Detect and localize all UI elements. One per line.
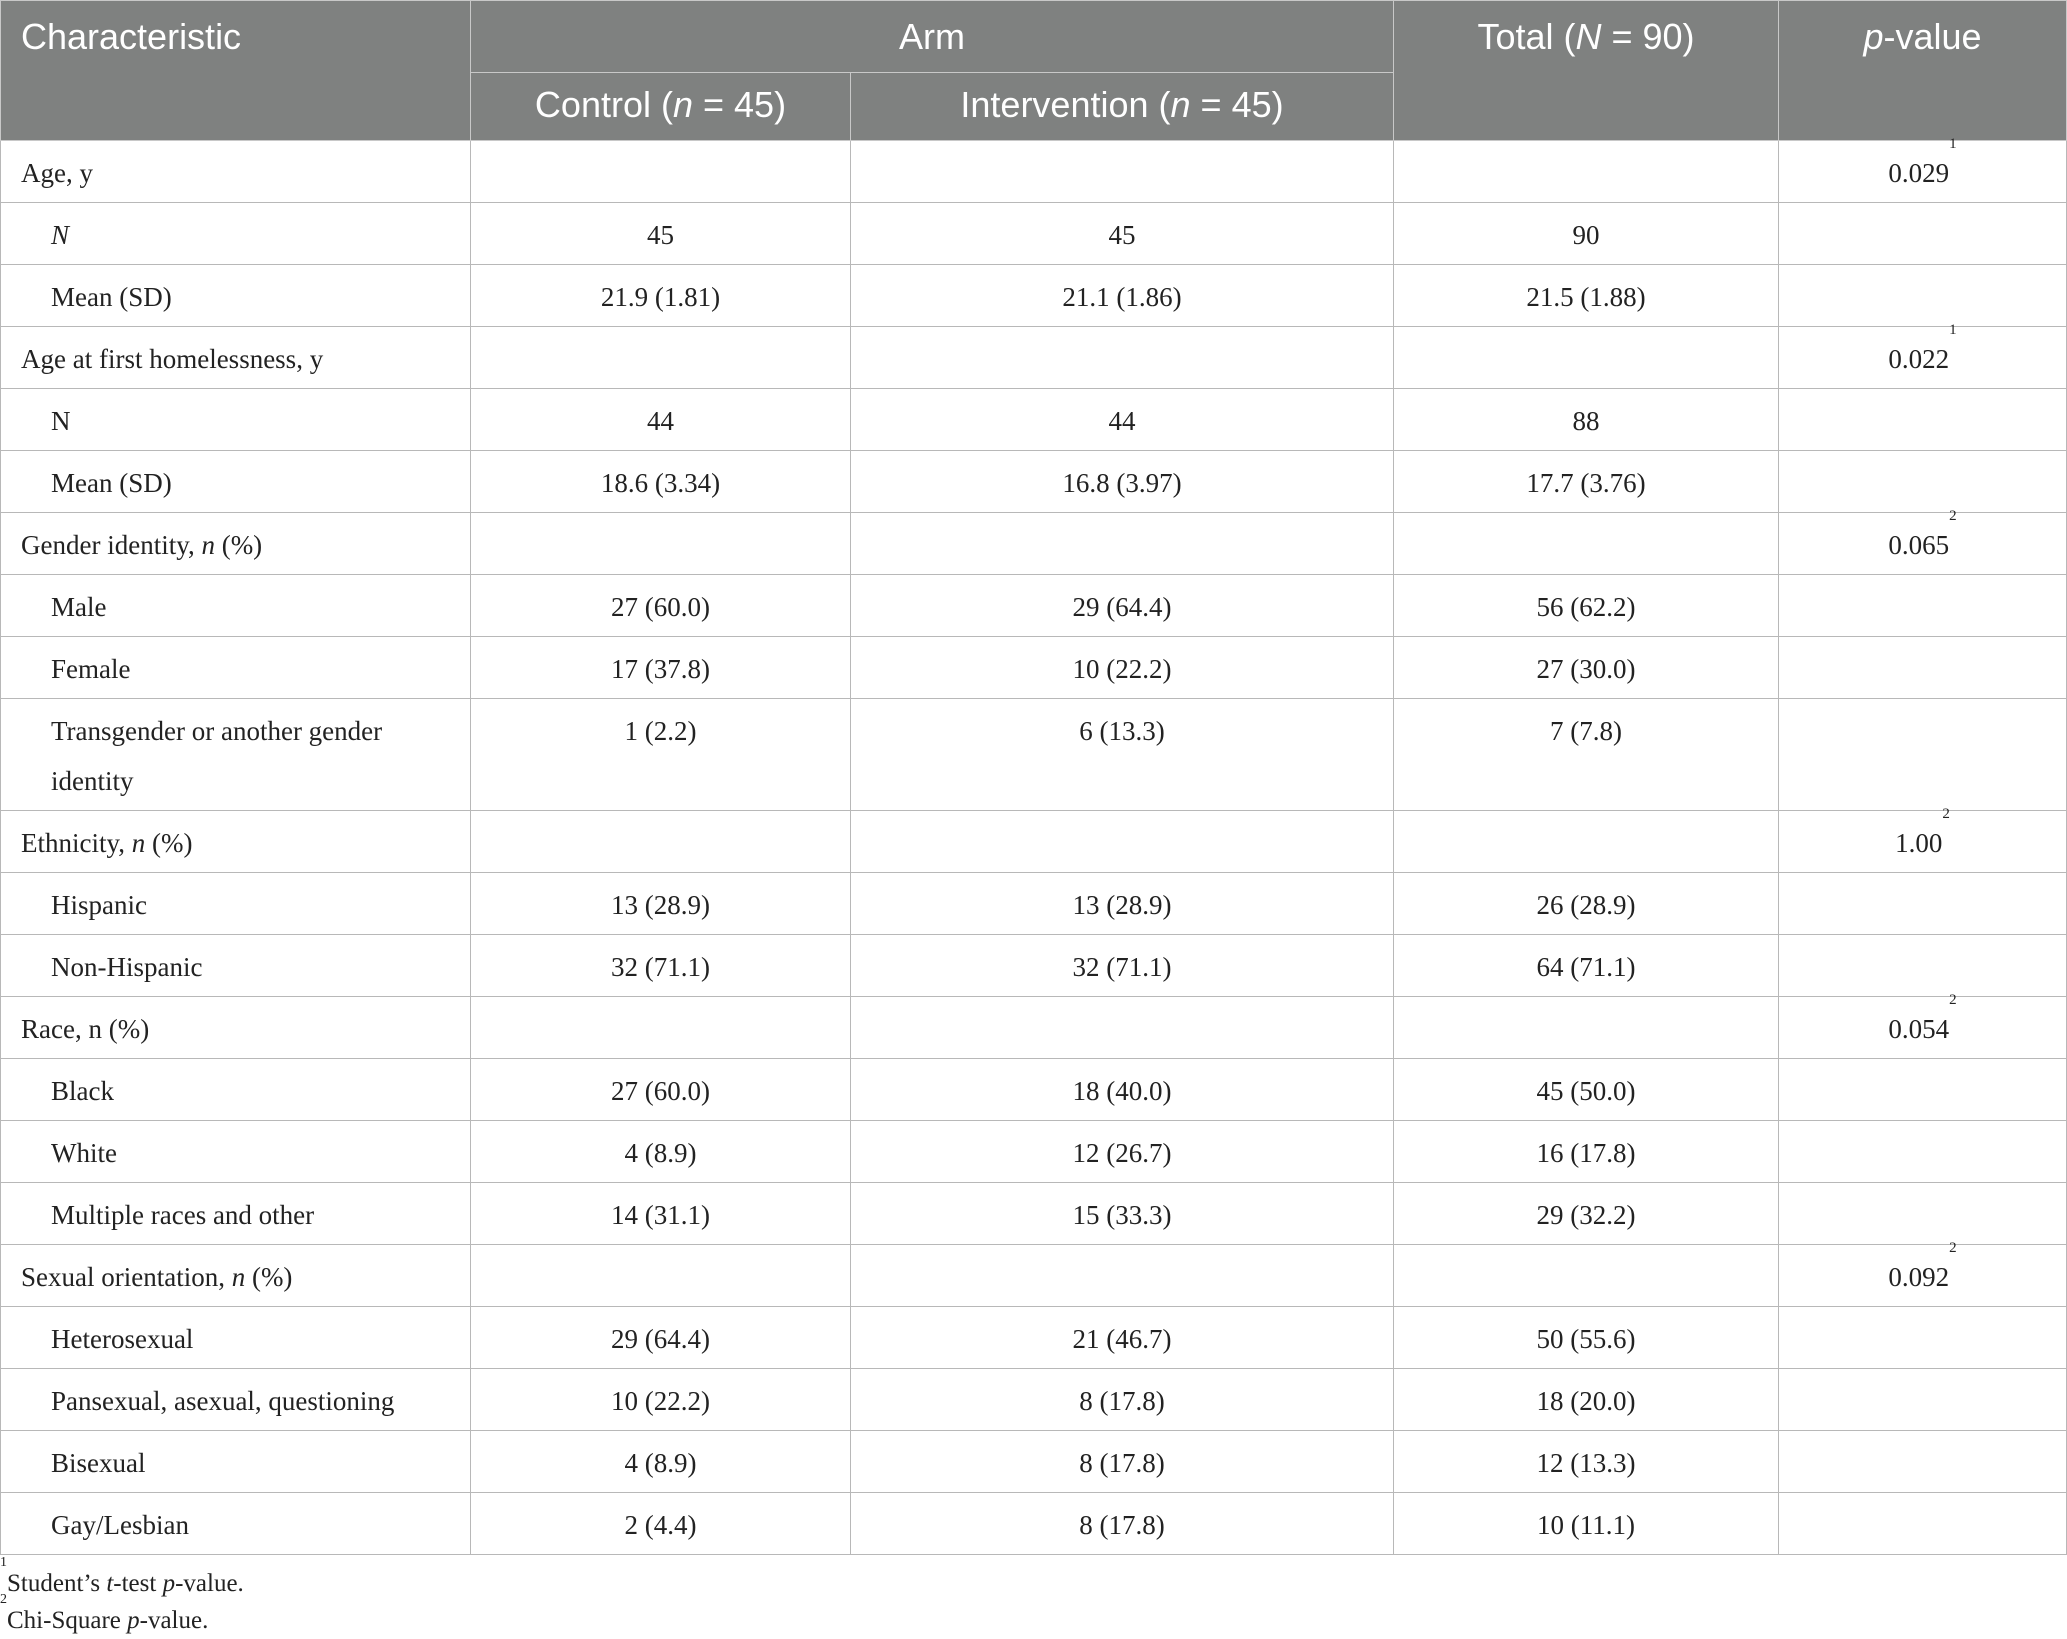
cell-total <box>1394 513 1779 575</box>
table-row <box>1 1431 2067 1493</box>
cell-p-value: 0.022$^1$ <box>1779 327 2067 389</box>
cell-control: 10 (22.2) <box>471 1369 851 1431</box>
cell-total: 10 (11.1) <box>1394 1493 1779 1555</box>
cell-total: 7 (7.8) <box>1394 699 1779 811</box>
table-body <box>1 136 2067 1555</box>
cell-intervention: 8 (17.8) <box>851 1431 1394 1493</box>
cell-total: 12 (13.3) <box>1394 1431 1779 1493</box>
cell-p-value <box>1779 389 2067 451</box>
cell-p-value <box>1779 1183 2067 1245</box>
cell-total: 18 (20.0) <box>1394 1369 1779 1431</box>
row-label: N <box>1 203 471 265</box>
table-row <box>1 1059 2067 1121</box>
cell-p-value <box>1779 1059 2067 1121</box>
row-label: Sexual orientation, n (%) <box>1 1245 471 1307</box>
table-row <box>1 451 2067 513</box>
cell-p-value: 0.054$^2$ <box>1779 997 2067 1059</box>
cell-p-value <box>1779 1121 2067 1183</box>
cell-total: 88 <box>1394 389 1779 451</box>
row-label: N <box>1 389 471 451</box>
cell-control: 17 (37.8) <box>471 637 851 699</box>
cell-control: 27 (60.0) <box>471 575 851 637</box>
row-label: Black <box>1 1059 471 1121</box>
cell-intervention <box>851 141 1394 203</box>
table-row-group <box>1 141 2067 203</box>
cell-total: 90 <box>1394 203 1779 265</box>
cell-intervention: 13 (28.9) <box>851 873 1394 935</box>
cell-control <box>471 513 851 575</box>
table-row-group <box>1 513 2067 575</box>
cell-p-value: 0.065$^2$ <box>1779 513 2067 575</box>
header-row-1 <box>1 1 2067 73</box>
cell-intervention: 21 (46.7) <box>851 1307 1394 1369</box>
table-row <box>1 873 2067 935</box>
row-label: Ethnicity, n (%) <box>1 811 471 873</box>
row-label: Gay/Lesbian <box>1 1493 471 1555</box>
cell-total: 16 (17.8) <box>1394 1121 1779 1183</box>
table-row <box>1 575 2067 637</box>
header-control: Control (n = 45) <box>471 73 851 141</box>
header-characteristic: Characteristic <box>1 1 471 141</box>
table-row-group <box>1 1245 2067 1307</box>
cell-intervention: 18 (40.0) <box>851 1059 1394 1121</box>
cell-control: 44 <box>471 389 851 451</box>
header-total: Total (N = 90) <box>1394 1 1779 141</box>
cell-control <box>471 997 851 1059</box>
cell-total: 64 (71.1) <box>1394 935 1779 997</box>
cell-control: 45 <box>471 203 851 265</box>
cell-p-value <box>1779 637 2067 699</box>
cell-control <box>471 141 851 203</box>
cell-control: 29 (64.4) <box>471 1307 851 1369</box>
table-row <box>1 935 2067 997</box>
row-label: Heterosexual <box>1 1307 471 1369</box>
cell-intervention: 15 (33.3) <box>851 1183 1394 1245</box>
cell-control: 13 (28.9) <box>471 873 851 935</box>
cell-p-value <box>1779 935 2067 997</box>
footnote-mark: 2 <box>1949 508 1957 524</box>
footnote-mark: 2 <box>1949 992 1957 1008</box>
cell-intervention <box>851 811 1394 873</box>
cell-p-value <box>1779 1307 2067 1369</box>
cell-control <box>471 811 851 873</box>
cell-intervention: 16.8 (3.97) <box>851 451 1394 513</box>
table-row <box>1 699 2067 811</box>
cell-total: 56 (62.2) <box>1394 575 1779 637</box>
footnote-mark: 1 <box>0 1555 7 1570</box>
cell-control: 27 (60.0) <box>471 1059 851 1121</box>
table-row <box>1 203 2067 265</box>
cell-control: 21.9 (1.81) <box>471 265 851 327</box>
cell-p-value <box>1779 1493 2067 1555</box>
row-label: Male <box>1 575 471 637</box>
cell-intervention: 21.1 (1.86) <box>851 265 1394 327</box>
cell-control: 4 (8.9) <box>471 1121 851 1183</box>
row-label: White <box>1 1121 471 1183</box>
table-row-group <box>1 811 2067 873</box>
cell-p-value: 0.092$^2$ <box>1779 1245 2067 1307</box>
footnote: $^1$Student’s t-test p-value. <box>0 1555 244 1597</box>
cell-intervention <box>851 327 1394 389</box>
cell-intervention: 10 (22.2) <box>851 637 1394 699</box>
table-row <box>1 1121 2067 1183</box>
table-row <box>1 389 2067 451</box>
row-label: Non-Hispanic <box>1 935 471 997</box>
table-row-group <box>1 327 2067 389</box>
cell-p-value <box>1779 873 2067 935</box>
row-label: Pansexual, asexual, questioning <box>1 1369 471 1431</box>
row-label: Age at first homelessness, y <box>1 327 471 389</box>
table-footnotes <box>0 1555 2067 1639</box>
row-label: Bisexual <box>1 1431 471 1493</box>
cell-intervention: 29 (64.4) <box>851 575 1394 637</box>
cell-intervention: 6 (13.3) <box>851 699 1394 811</box>
cell-total: 50 (55.6) <box>1394 1307 1779 1369</box>
footnote: $^2$Chi-Square p-value. <box>0 1592 209 1634</box>
table-row <box>1 265 2067 327</box>
cell-total <box>1394 997 1779 1059</box>
row-label: Female <box>1 637 471 699</box>
table-row <box>1 637 2067 699</box>
cell-total: 17.7 (3.76) <box>1394 451 1779 513</box>
cell-p-value <box>1779 265 2067 327</box>
cell-p-value: 0.029$^1$ <box>1779 141 2067 203</box>
footnote-mark: 2 <box>1949 1240 1957 1256</box>
cell-control: 1 (2.2) <box>471 699 851 811</box>
table-row-group <box>1 997 2067 1059</box>
cell-p-value <box>1779 1431 2067 1493</box>
cell-intervention: 8 (17.8) <box>851 1369 1394 1431</box>
cell-intervention <box>851 1245 1394 1307</box>
cell-total <box>1394 141 1779 203</box>
cell-total: 29 (32.2) <box>1394 1183 1779 1245</box>
footnote-mark: 1 <box>1949 136 1957 152</box>
table-row <box>1 1369 2067 1431</box>
cell-p-value <box>1779 1369 2067 1431</box>
cell-p-value <box>1779 575 2067 637</box>
cell-total <box>1394 811 1779 873</box>
cell-control: 4 (8.9) <box>471 1431 851 1493</box>
row-label: Hispanic <box>1 873 471 935</box>
cell-intervention: 45 <box>851 203 1394 265</box>
cell-p-value <box>1779 699 2067 811</box>
row-label: Transgender or another gender identity <box>1 699 471 811</box>
row-label: Mean (SD) <box>1 265 471 327</box>
cell-intervention: 44 <box>851 389 1394 451</box>
cell-intervention: 12 (26.7) <box>851 1121 1394 1183</box>
cell-intervention: 8 (17.8) <box>851 1493 1394 1555</box>
row-label: Age, y <box>1 141 471 203</box>
cell-intervention <box>851 513 1394 575</box>
cell-control <box>471 1245 851 1307</box>
table-row <box>1 1493 2067 1555</box>
header-p-value: p-value <box>1779 1 2067 141</box>
cell-total: 21.5 (1.88) <box>1394 265 1779 327</box>
row-label: Mean (SD) <box>1 451 471 513</box>
cell-p-value <box>1779 451 2067 513</box>
footnote-mark: 1 <box>1949 322 1957 338</box>
header-intervention: Intervention (n = 45) <box>851 73 1394 141</box>
cell-total <box>1394 327 1779 389</box>
row-label: Multiple races and other <box>1 1183 471 1245</box>
table-row <box>1 1183 2067 1245</box>
cell-total: 26 (28.9) <box>1394 873 1779 935</box>
cell-total <box>1394 1245 1779 1307</box>
cell-intervention: 32 (71.1) <box>851 935 1394 997</box>
cell-control: 32 (71.1) <box>471 935 851 997</box>
cell-total: 27 (30.0) <box>1394 637 1779 699</box>
cell-control: 18.6 (3.34) <box>471 451 851 513</box>
table-header <box>1 1 2067 141</box>
footnote-mark: 2 <box>1942 806 1950 822</box>
cell-total: 45 (50.0) <box>1394 1059 1779 1121</box>
table-row <box>1 1307 2067 1369</box>
cell-control: 14 (31.1) <box>471 1183 851 1245</box>
cell-control: 2 (4.4) <box>471 1493 851 1555</box>
row-label: Race, n (%) <box>1 997 471 1059</box>
cell-p-value <box>1779 203 2067 265</box>
header-arm: Arm <box>471 1 1394 73</box>
cell-control <box>471 327 851 389</box>
cell-p-value: 1.00$^2$ <box>1779 811 2067 873</box>
cell-intervention <box>851 997 1394 1059</box>
footnote-mark: 2 <box>0 1592 7 1607</box>
row-label: Gender identity, n (%) <box>1 513 471 575</box>
